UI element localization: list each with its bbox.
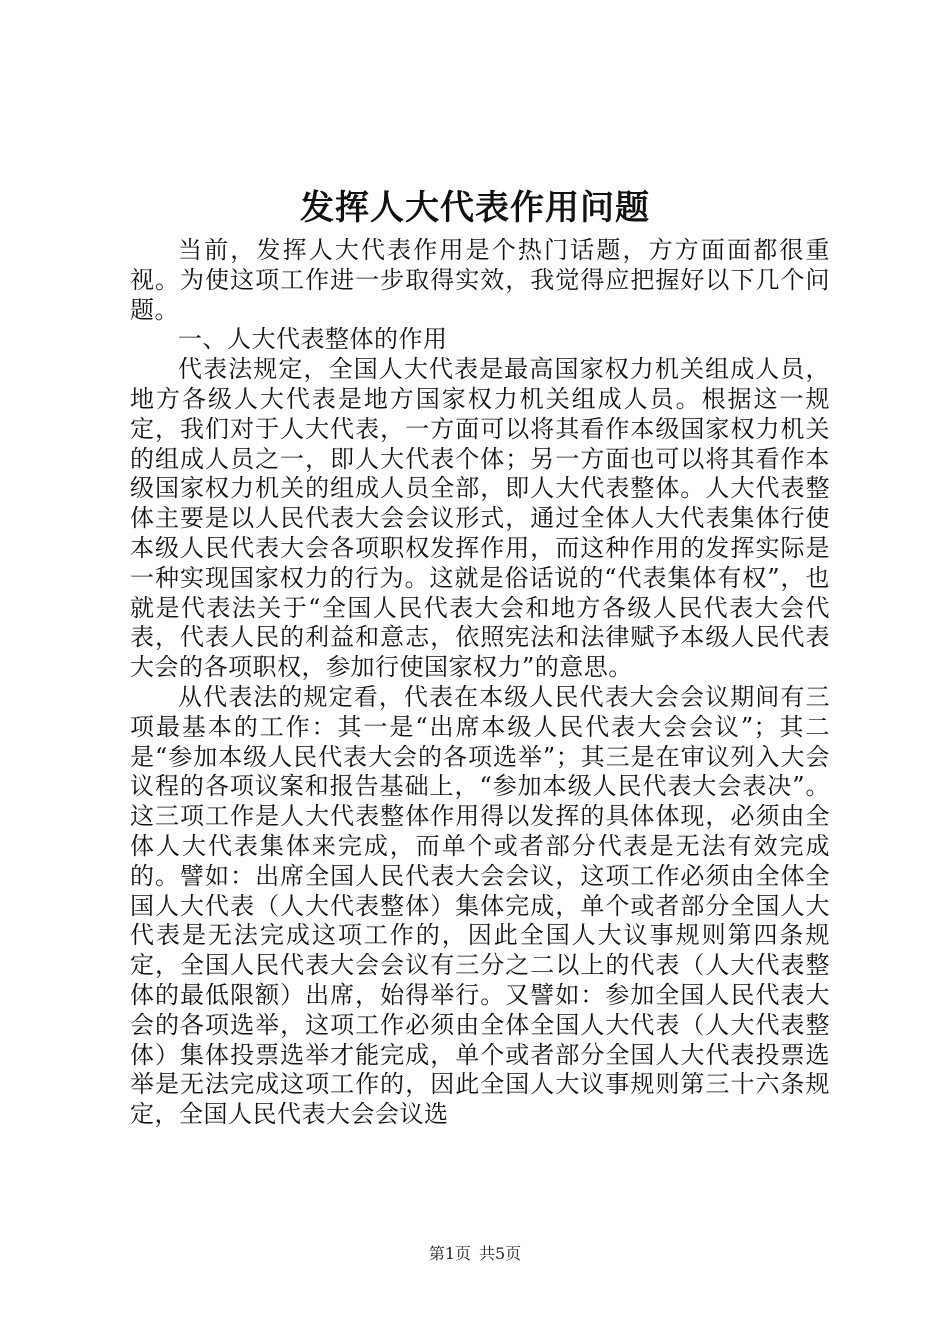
document-title: 发挥人大代表作用问题: [300, 188, 650, 228]
paragraph-three-tasks: 从代表法的规定看，代表在本级人民代表大会会议期间有三项最基本的工作：其一是“出席本级人民代表大会会议”；其二是“参加本级人民代表大会的各项选举”；其三是在审议列入大会议程的各项议案和报告基础上，“参加本级人民代表大会表决”。这三项工作是人大代表整体作用得以发挥的具体体现，必须由全体人大代表集体来完成，而单个或者部分代表是无法有效完成的。譬如：出席全国人民代表大会会议，这项工作必须由全体全国人大代表（人大代表整体）集体完成，单个或者部分全国人大代表是无法完成这项工作的，因此全国人大议事规则第四条规定，全国人民代表大会会议有三分之二以上的代表（人大代表整体的最低限额）出席，始得举行。又譬如：参加全国人民代表大会的各项选举，这项工作必须由全体全国人大代表（人大代表整体）集体投票选举才能完成，单个或者部分全国人大代表投票选举是无法完成这项工作的，因此全国人大议事规则第三十六条规定，全国人民代表大会会议选: [130, 682, 830, 1129]
section-heading-1: 一、人大代表整体的作用: [178, 325, 448, 354]
paragraph-representative-law: 代表法规定，全国人大代表是最高国家权力机关组成人员，地方各级人大代表是地方国家权力机关组成人员。根据这一规定，我们对于人大代表，一方面可以将其看作本级国家权力机关的组成人员之一，即人大代表个体；另一方面也可以将其看作本级国家权力机关的组成人员全部，即人大代表整体。人大代表整体主要是以人民代表大会会议形式，通过全体人大代表集体行使本级人民代表大会各项职权发挥作用，而这种作用的发挥实际是一种实现国家权力的行为。这就是俗话说的“代表集体有权”，也就是代表法关于“全国人民代表大会和地方各级人民代表大会代表，代表人民的利益和意志，依照宪法和法律赋予本级人民代表大会的各项职权，参加行使国家权力”的意思。: [130, 355, 830, 682]
page-number: 第1页: [428, 1244, 471, 1263]
page-count: 共5页: [479, 1244, 522, 1263]
paragraph-intro: 当前，发挥人大代表作用是个热门话题，方方面面都很重视。为使这项工作进一步取得实效，我觉得应把握好以下几个问题。: [130, 236, 830, 324]
page-footer: [0, 1243, 950, 1265]
document-body: [130, 236, 830, 1130]
